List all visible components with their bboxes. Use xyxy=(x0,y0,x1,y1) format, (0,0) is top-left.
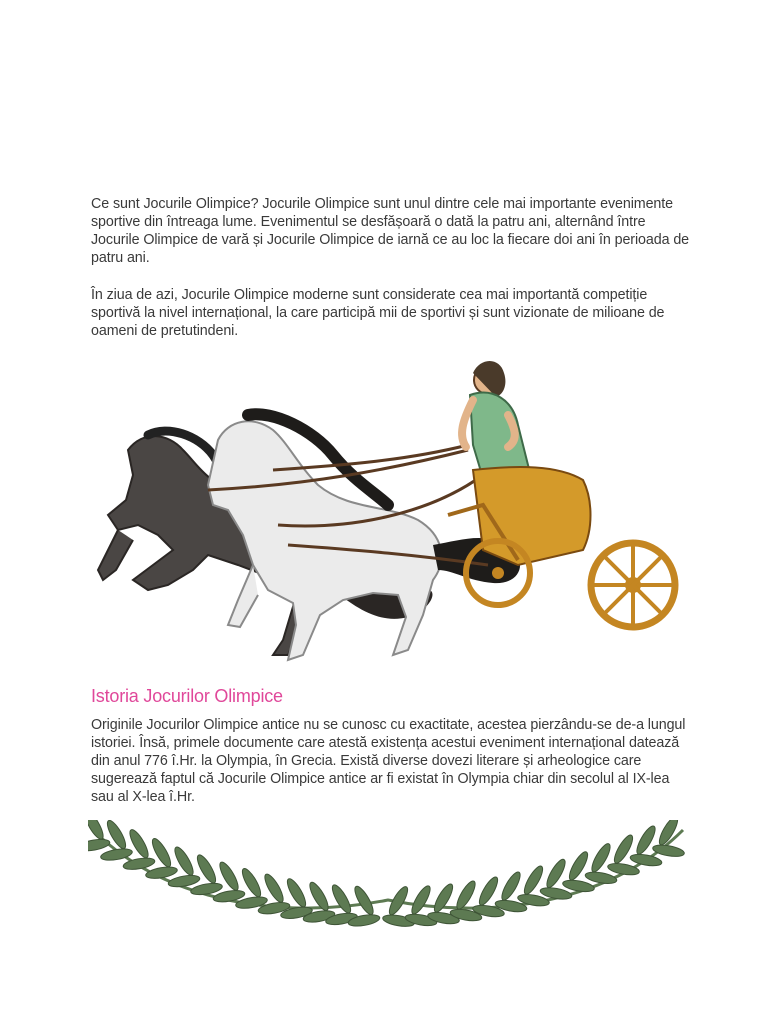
laurel-leaf xyxy=(329,883,354,916)
history-paragraph: Originile Jocurilor Olimpice antice nu se cunosc cu exactitate, acestea pierzându-se de-a lungul istoriei. Însă, primele documente care atestă existența acestui eveniment internațional datează din anul 776 î.Hr. la Olympia, în Grecia. Există diverse dovezi literare și arheologice care sugerează faptul că Jocurile Olimpice antice ar fi existat în Olympia chiar din secolul al IX-lea sau al X-lea î.Hr. xyxy=(91,717,686,805)
laurel-leaf xyxy=(88,837,111,852)
modern-games-paragraph: În ziua de azi, Jocurile Olimpice moderne sunt considerate cea mai importantă competiție sportivă la nivel internațional, la care participă mii de sportivi și sunt vizionate de milioane de oameni de pretutindeni. xyxy=(91,287,665,339)
laurel-leaf xyxy=(352,884,377,917)
intro-paragraph: Ce sunt Jocurile Olimpice? Jocurile Olimpice sunt unul dintre cele mai importante evenimente sportive din întreaga lume. Evenimentul se desfășoară o dată la patru ani, alternând între Jocurile Olimpice de vară și Jocurile Olimpice de iarnă ce au loc la fiecare doi ani în perioada de patru ani. xyxy=(91,196,690,266)
laurel-leaf xyxy=(104,820,129,851)
laurel-leaf xyxy=(145,865,178,880)
chariot-illustration xyxy=(88,355,688,667)
white-horse xyxy=(208,414,520,660)
laurel-leaf xyxy=(584,870,617,885)
laurel-leaf xyxy=(431,882,456,915)
laurel-leaf xyxy=(409,884,434,917)
laurel-illustration xyxy=(88,820,688,930)
laurel-leaf xyxy=(607,861,640,876)
section-heading: Istoria Jocurilor Olimpice xyxy=(91,686,283,706)
laurel-leaf xyxy=(629,852,662,867)
laurel-leaf xyxy=(652,843,685,858)
chariot xyxy=(448,467,675,627)
